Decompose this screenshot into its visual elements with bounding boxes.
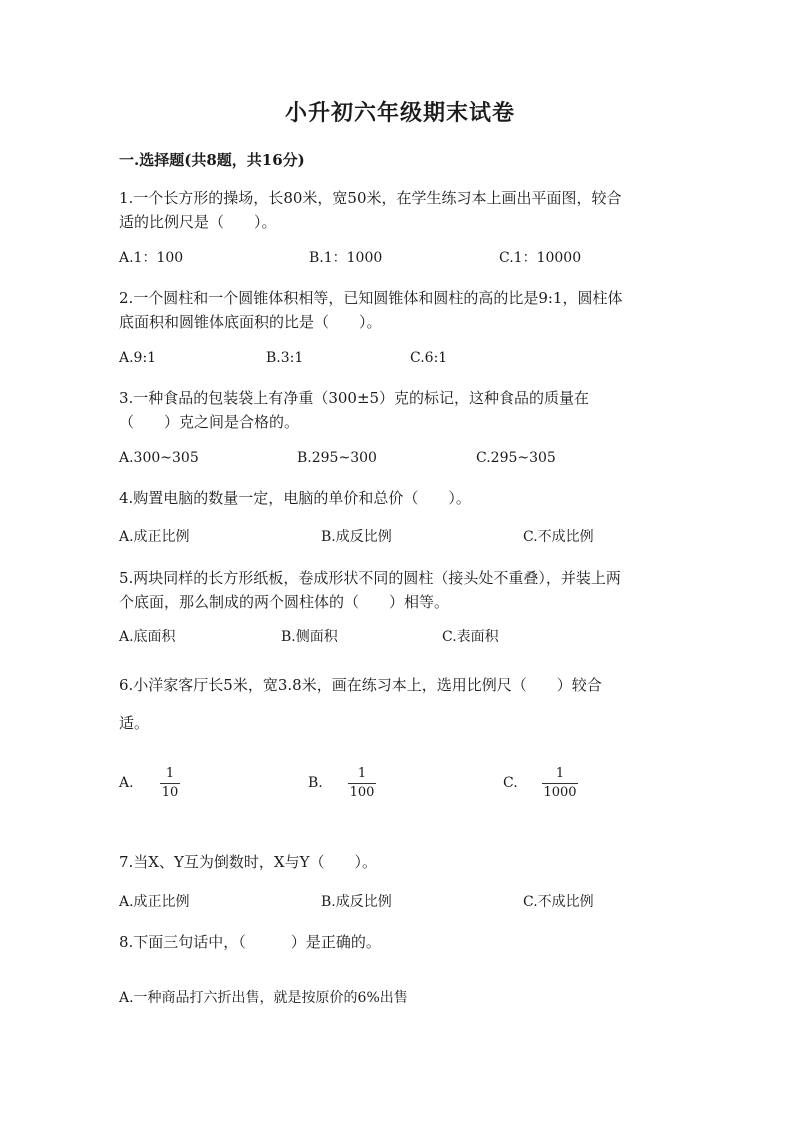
option-c-label: C.: [503, 775, 518, 791]
option-a: A.底面积: [119, 629, 176, 645]
question-text: 个底面，那么制成的两个圆柱体的（ ）相等。: [119, 593, 450, 611]
question-text: 适。: [119, 714, 150, 732]
option-c: C.6:1: [410, 350, 448, 366]
option-a: A.成正比例: [119, 894, 190, 910]
question-1: [119, 186, 679, 234]
option-a: A.成正比例: [119, 529, 190, 545]
option-a: A.9:1: [119, 350, 157, 366]
question-text: 3.一种食品的包装袋上有净重（300±5）克的标记，这种食品的质量在: [119, 389, 590, 407]
fraction-b: [348, 766, 376, 801]
fraction-bar: [348, 783, 376, 784]
question-3: [119, 386, 679, 434]
option-b: B.成反比例: [321, 529, 392, 545]
option-c: C.不成比例: [523, 529, 594, 545]
option-b: B.295~300: [297, 450, 377, 466]
option-a: A.一种商品打六折出售，就是按原价的6%出售: [119, 990, 408, 1006]
fraction-c: [542, 766, 578, 801]
fraction-denominator: 100: [349, 785, 375, 800]
option-c: C.表面积: [442, 629, 499, 645]
fraction-bar: [160, 783, 180, 784]
fraction-numerator: 1: [357, 766, 367, 781]
question-4: [119, 486, 679, 510]
question-5: [119, 566, 679, 614]
option-c: C.不成比例: [523, 894, 594, 910]
question-text: 适的比例尺是（ ）。: [119, 213, 277, 231]
question-text: 7.当X、Y互为倒数时，X与Y（ ）。: [119, 853, 377, 871]
fraction-numerator: 1: [165, 766, 175, 781]
question-text: 底面积和圆锥体底面积的比是（ ）。: [119, 313, 382, 331]
question-text: 2.一个圆柱和一个圆锥体积相等，已知圆锥体和圆柱的高的比是9:1，圆柱体: [119, 289, 623, 307]
option-b: B.侧面积: [281, 629, 338, 645]
question-text: 6.小洋家客厅长5米，宽3.8米，画在练习本上，选用比例尺（ ）较合: [119, 676, 602, 694]
fraction-denominator: 1000: [543, 785, 577, 800]
option-a: A.1：100: [119, 250, 184, 266]
question-text: 1.一个长方形的操场，长80米，宽50米，在学生练习本上画出平面图，较合: [119, 189, 622, 207]
question-6: [119, 666, 679, 742]
option-b: B.3:1: [266, 350, 304, 366]
fraction-a: [160, 766, 180, 801]
option-b: B.1：1000: [309, 250, 383, 266]
question-text: 8.下面三句话中，（ ）是正确的。: [119, 933, 381, 951]
question-text: （ ）克之间是合格的。: [119, 413, 300, 431]
page-title: 小升初六年级期末试卷: [284, 100, 515, 126]
fraction-numerator: 1: [555, 766, 565, 781]
question-8: [119, 930, 679, 954]
option-c: C.295~305: [476, 450, 556, 466]
section-heading: 一.选择题(共8题，共16分): [119, 151, 305, 169]
question-7: [119, 850, 679, 874]
option-c: C.1：10000: [499, 250, 582, 266]
question-2: [119, 286, 679, 334]
option-b: B.成反比例: [321, 894, 392, 910]
question-text: 5.两块同样的长方形纸板，卷成形状不同的圆柱（接头处不重叠），并装上两: [119, 569, 621, 587]
option-a: A.300~305: [119, 450, 199, 466]
fraction-bar: [542, 783, 578, 784]
option-a-label: A.: [119, 775, 134, 791]
question-text: 4.购置电脑的数量一定，电脑的单价和总价（ ）。: [119, 489, 471, 507]
option-b-label: B.: [308, 775, 323, 791]
fraction-denominator: 10: [161, 785, 179, 800]
